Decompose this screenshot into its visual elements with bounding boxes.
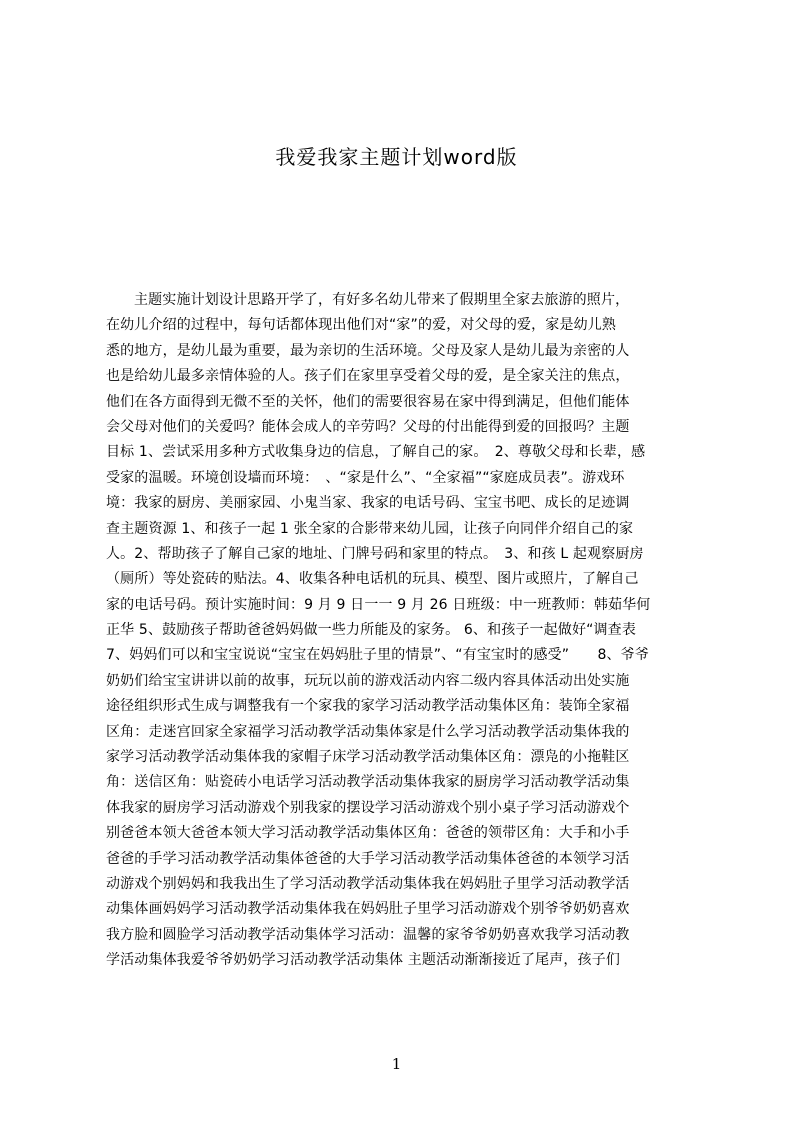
text-line: 家学习活动教学活动集体我的家帽子床学习活动教学活动集体区角：漂凫的小拖鞋区 [106,749,630,766]
text-line: 爸爸的手学习活动教学活动集体爸爸的大手学习活动教学活动集体爸爸的本领学习活 [106,850,630,867]
text-line: 人。2、帮助孩子了解自己家的地址、门牌号码和家里的特点。 3、和孩 L 起观察厨房 [106,545,644,562]
text-line: 途径组织形式生成与调整我有一个家我的家学习活动教学活动集体区角：装饰全家福 [106,698,630,715]
page-number: 1 [391,1055,402,1073]
text-line: 也是给幼儿最多亲情体验的人。孩子们在家里享受着父母的爱，是全家关注的焦点， [106,368,630,385]
text-line: 奶奶们给宝宝讲讲以前的故事，玩玩以前的游戏活动内容二级内容具体活动出处实施 [106,672,630,689]
text-line: 区角：走迷宫回家全家福学习活动教学活动集体家是什么学习活动教学活动集体我的 [106,723,630,740]
text-line: 7、妈妈们可以和宝宝说说“宝宝在妈妈肚子里的情景”、“有宝宝时的感受” 8、爷爷 [106,647,649,664]
body-text [106,288,698,1018]
text-line: 他们在各方面得到无微不至的关怀，他们的需要很容易在家中得到满足，但他们能体 [106,393,630,410]
text-line: （厕所）等处瓷砖的贴法。4、收集各种电话机的玩具、模型、图片或照片，了解自己 [106,571,639,588]
text-line: 境：我家的厨房、美丽家园、小鬼当家、我家的电话号码、宝宝书吧、成长的足迹调 [106,495,630,512]
text-line: 动游戏个别妈妈和我我出生了学习活动教学活动集体我在妈妈肚子里学习活动教学活 [106,875,630,892]
text-line: 体我家的厨房学习活动游戏个别我家的摆设学习活动游戏个别小桌子学习活动游戏个 [106,799,630,816]
text-line: 动集体画妈妈学习活动教学活动集体我在妈妈肚子里学习活动游戏个别爷爷奶奶喜欢 [106,901,630,918]
text-line: 学活动集体我爱爷爷奶奶学习活动教学活动集体 主题活动渐渐接近了尾声，孩子们 [106,952,620,969]
text-line: 家的电话号码。预计实施时间：9 月 9 日一一 9 月 26 日班级：中一班教师：韩茹华何 [106,596,651,613]
text-line: 我方脸和圆脸学习活动教学活动集体学习活动：温馨的家爷爷奶奶喜欢我学习活动教 [106,926,630,943]
text-line: 受家的温暖。环境创设墙而环境： 、“家是什么”、“全家福”“家庭成员表”。游戏环 [106,469,625,486]
text-line: 查主题资源 1、和孩子一起 1 张全家的合影带来幼儿园，让孩子向同伴介绍自己的家 [106,520,634,537]
text-line: 目标 1、尝试采用多种方式收集身边的信息，了解自己的家。 2、尊敬父母和长辈，感 [106,444,646,461]
text-line: 正华 5、鼓励孩子帮助爸爸妈妈做一些力所能及的家务。 6、和孩子一起做好“调查表 [106,622,636,639]
document-title: 我爱我家主题计划word版 [275,145,518,169]
text-line: 角：送信区角：贴瓷砖小电话学习活动教学活动集体我家的厨房学习活动教学活动集 [106,774,630,791]
text-line: 主题实施计划设计思路开学了，有好多名幼儿带来了假期里全家去旅游的照片， [134,292,630,308]
text-line: 在幼儿介绍的过程中，每句话都体现出他们对“家”的爱，对父母的爱，家是幼儿熟 [106,317,617,334]
text-line: 会父母对他们的关爱吗？能体会成人的辛劳吗？父母的付出能得到爱的回报吗？主题 [106,418,630,435]
text-line: 悉的地方，是幼儿最为重要，最为亲切的生活环境。父母及家人是幼儿最为亲密的人 [106,342,630,359]
text-line: 别爸爸本领大爸爸本领大学习活动教学活动集体区角：爸爸的领带区角：大手和小手 [106,825,630,842]
